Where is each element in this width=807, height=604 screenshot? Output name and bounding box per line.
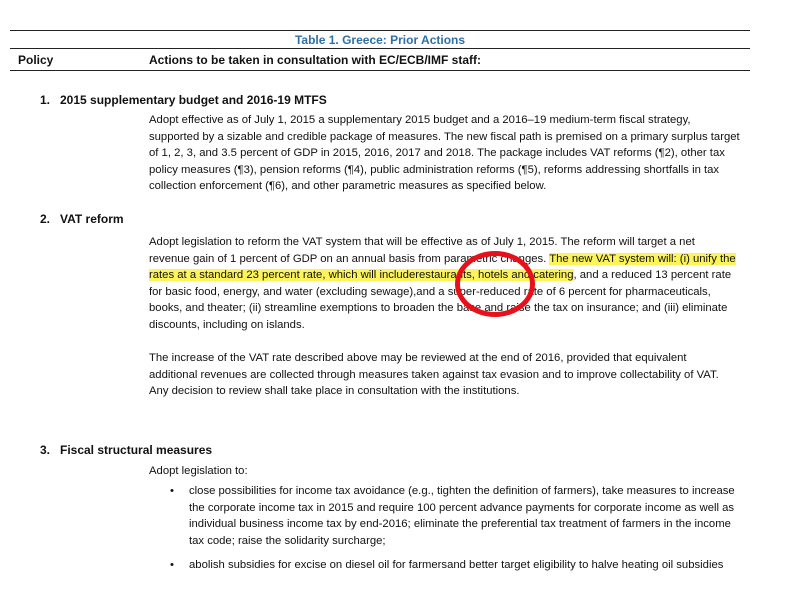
list-item	[168, 483, 748, 549]
bullet-line: individual business income tax by end-2016; eliminate the preferential tax treatment of farmers in the income	[189, 518, 731, 531]
red-circle-annotation	[455, 251, 535, 317]
paragraph-line: books, and theater; (ii) streamline exemptions to broaden the base and raise the tax on insurance; and (iii) eliminate	[149, 302, 728, 315]
section-3-intro: Adopt legislation to:	[149, 465, 248, 477]
bullet-glyph: •	[170, 485, 174, 497]
paragraph-line: discounts, including on islands.	[149, 318, 305, 331]
paragraph-line: collection enforcement (¶6), and other parametric measures as specified below.	[149, 180, 547, 193]
section-1-heading	[40, 93, 327, 107]
section-1-paragraph	[149, 112, 744, 195]
plain-text: , and a reduced 13 percent rate	[573, 269, 732, 282]
section-number: 1.	[40, 93, 51, 107]
section-2-heading	[40, 212, 124, 226]
highlighted-text: The new VAT system will: (i) unify the	[549, 252, 736, 265]
paragraph-line	[149, 251, 744, 268]
section-2-paragraph-2	[149, 350, 744, 400]
paragraph-line: of 1, 2, 3, and 3.5 percent of GDP in 2015, 2016, 2017 and 2018. The package includes VAT reforms (¶2), other tax	[149, 147, 725, 160]
paragraph-line: for basic food, energy, and water (excluding sewage),and a super-reduced rate of 6 percent for pharmaceuticals,	[149, 285, 711, 298]
paragraph-line: additional revenues are collected through measures taken against tax evasion and to improve collectability of VAT.	[149, 368, 719, 381]
section-number: 3.	[40, 443, 51, 457]
list-item	[168, 557, 748, 574]
plain-text: revenue gain of 1 percent of GDP on an annual basis from parametric changes.	[149, 252, 550, 265]
section-number: 2.	[40, 212, 51, 226]
paragraph-line: Adopt effective as of July 1, 2015 a supplementary 2015 budget and a 2016–19 medium-term fiscal strategy,	[149, 114, 691, 126]
paragraph-line: Any decision to review shall take place in consultation with the institutions.	[149, 385, 520, 398]
section-title: 2015 supplementary budget and 2016-19 MTFS	[60, 93, 327, 107]
highlighted-text: rates at a standard 23 percent rate, which will includerestaurants, hotels and catering	[149, 269, 574, 282]
section-title: Fiscal structural measures	[60, 443, 213, 457]
table-header-rule	[10, 48, 750, 49]
actions-column-header: Actions to be taken in consultation with EC/ECB/IMF staff:	[149, 53, 482, 67]
bullet-line: close possibilities for income tax avoidance (e.g., tighten the definition of farmers), take measures to increase	[189, 485, 735, 497]
bullet-line: abolish subsidies for excise on diesel oil for farmersand better target eligibility to halve heating oil subsidies	[189, 559, 724, 572]
paragraph-line: The increase of the VAT rate described above may be reviewed at the end of 2016, provided that equivalent	[149, 352, 687, 364]
table-header-bottom-rule	[10, 70, 750, 71]
table-title: Table 1. Greece: Prior Actions	[294, 33, 466, 47]
section-3-heading	[40, 443, 212, 457]
bullet-line: tax code; raise the solidarity surcharge;	[189, 534, 386, 547]
paragraph-line	[149, 267, 744, 284]
paragraph-line: policy measures (¶3), pension reforms (¶4), public administration reforms (¶5), reforms addressing shortfalls in tax	[149, 163, 720, 176]
paragraph-line: supported by a sizable and credible package of measures. The new fiscal path is premised on a primary surplus target	[149, 130, 740, 143]
section-2-paragraph-1	[149, 234, 744, 334]
bullet-line: the corporate income tax in 2015 and require 100 percent advance payments for corporate income as well as	[189, 501, 735, 514]
bullet-glyph: •	[170, 559, 174, 572]
table-top-rule	[10, 30, 750, 31]
policy-column-header: Policy	[18, 53, 54, 67]
section-3-bullet-list	[168, 483, 748, 574]
paragraph-line: Adopt legislation to reform the VAT system that will be effective as of July 1, 2015. The reform will target a net	[149, 236, 695, 248]
section-title: VAT reform	[60, 212, 124, 226]
